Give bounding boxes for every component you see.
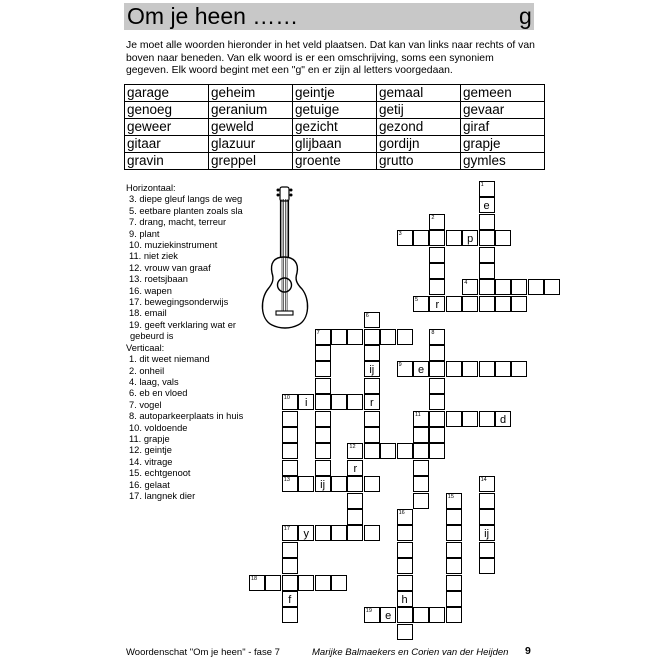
crossword-cell[interactable]: [495, 296, 511, 312]
crossword-cell[interactable]: [397, 591, 413, 607]
page-number: 9: [525, 645, 531, 657]
crossword-cell[interactable]: [282, 558, 298, 574]
crossword-cell[interactable]: [331, 575, 347, 591]
crossword-cell[interactable]: [347, 476, 363, 492]
horizontal-clue: 17. bewegingsonderwijs: [129, 297, 229, 308]
clue-number: 1: [480, 182, 484, 188]
crossword-cell[interactable]: [479, 279, 495, 295]
crossword-cell[interactable]: [413, 443, 429, 459]
crossword-cell[interactable]: [479, 509, 495, 525]
word-cell: grutto: [377, 153, 461, 170]
given-letter: i: [304, 397, 308, 410]
crossword-cell[interactable]: [429, 345, 445, 361]
crossword-cell[interactable]: [511, 361, 527, 377]
crossword-cell[interactable]: [282, 476, 298, 492]
crossword-cell[interactable]: [364, 361, 380, 377]
crossword-cell[interactable]: [397, 509, 413, 525]
word-cell: greppel: [209, 153, 293, 170]
crossword-cell[interactable]: [397, 361, 413, 377]
crossword-cell[interactable]: [413, 493, 429, 509]
crossword-cell[interactable]: [462, 230, 478, 246]
vertical-clue: 1. dit weet niemand: [129, 354, 210, 365]
word-cell: getuige: [293, 102, 377, 119]
word-cell: gordijn: [377, 136, 461, 153]
crossword-cell[interactable]: [479, 263, 495, 279]
instructions: Je moet alle woorden hieronder in het veld plaatsen. Dat kan van links naar rechts of van boven naar beneden. Van elk woord is er een omschrijving, soms een synoniem gegeven. Elk woord begint met een "g" en er zijn al letters voorgedaan.: [126, 40, 535, 77]
footer-left: Woordenschat "Om je heen" - fase 7: [126, 647, 280, 658]
crossword-cell[interactable]: [282, 411, 298, 427]
crossword-cell[interactable]: [364, 378, 380, 394]
crossword-cell[interactable]: [479, 493, 495, 509]
crossword-cell[interactable]: [429, 361, 445, 377]
word-cell: geweld: [209, 119, 293, 136]
word-cell: geintje: [293, 85, 377, 102]
vertical-clue: 7. vogel: [129, 399, 162, 410]
crossword-cell[interactable]: [429, 427, 445, 443]
clue-number: 8: [431, 329, 435, 336]
crossword-cell[interactable]: [429, 296, 445, 312]
clue-number: 7: [316, 329, 320, 336]
clue-number: 2: [431, 214, 435, 221]
crossword-cell[interactable]: [331, 525, 347, 541]
crossword-cell[interactable]: [249, 575, 265, 591]
crossword-cell[interactable]: [315, 427, 331, 443]
crossword-cell[interactable]: [364, 312, 380, 328]
crossword-cell[interactable]: [315, 411, 331, 427]
horizontal-clue: 18. email: [129, 308, 167, 319]
crossword-cell[interactable]: [446, 493, 462, 509]
crossword-cell[interactable]: [315, 378, 331, 394]
crossword-cell[interactable]: [298, 476, 314, 492]
crossword-cell[interactable]: [413, 460, 429, 476]
horizontal-clue: 19. geeft verklaring wat er gebeurd is: [129, 319, 236, 342]
clue-number: 17: [283, 526, 290, 533]
word-cell: grapje: [461, 136, 545, 153]
word-cell: geweer: [125, 119, 209, 136]
vertical-clue: 16. gelaat: [129, 479, 170, 490]
crossword-cell[interactable]: [331, 476, 347, 492]
horizontal-clue: 10. muziekinstrument: [129, 240, 218, 251]
word-cell: gemaal: [377, 85, 461, 102]
crossword-cell[interactable]: [429, 607, 445, 623]
crossword-cell[interactable]: [429, 443, 445, 459]
crossword-cell[interactable]: [315, 476, 331, 492]
word-cell: getij: [377, 102, 461, 119]
given-letter: y: [303, 528, 309, 541]
crossword-cell[interactable]: [446, 411, 462, 427]
crossword-cell[interactable]: [397, 624, 413, 640]
crossword-cell[interactable]: [298, 525, 314, 541]
crossword-cell[interactable]: [479, 247, 495, 263]
crossword-cell[interactable]: [315, 460, 331, 476]
horizontal-clue: 9. plant: [129, 228, 160, 239]
crossword-cell[interactable]: [413, 230, 429, 246]
crossword-cell[interactable]: [298, 394, 314, 410]
crossword-cell[interactable]: [479, 476, 495, 492]
crossword-cell[interactable]: [495, 279, 511, 295]
crossword-cell[interactable]: [331, 394, 347, 410]
crossword-cell[interactable]: [462, 361, 478, 377]
crossword-cell[interactable]: [495, 411, 511, 427]
crossword-cell[interactable]: [282, 443, 298, 459]
clue-number: 16: [398, 510, 405, 516]
crossword-cell[interactable]: [315, 443, 331, 459]
crossword-cell[interactable]: [282, 607, 298, 623]
crossword-cell[interactable]: [429, 329, 445, 345]
crossword-cell[interactable]: [364, 427, 380, 443]
given-letter: r: [435, 298, 440, 311]
vertical-clue: 6. eb en vloed: [129, 388, 188, 399]
crossword-cell[interactable]: [413, 411, 429, 427]
word-cell: gevaar: [461, 102, 545, 119]
crossword-cell[interactable]: [479, 181, 495, 197]
vertical-clue: 8. autoparkeerplaats in huis: [129, 411, 244, 422]
vertical-clue: 15. echtgenoot: [129, 468, 191, 479]
crossword-cell[interactable]: [364, 329, 380, 345]
clue-number: 19: [365, 608, 372, 615]
crossword-cell[interactable]: [315, 361, 331, 377]
crossword-cell[interactable]: [429, 394, 445, 410]
vertical-clue: 11. grapje: [129, 433, 170, 444]
crossword-cell[interactable]: [446, 509, 462, 525]
given-letter: ij: [320, 479, 326, 492]
crossword-cell[interactable]: [479, 361, 495, 377]
vertical-clue: 17. langnek dier: [129, 490, 196, 501]
crossword-cell[interactable]: [364, 411, 380, 427]
clue-number: 14: [480, 477, 487, 484]
crossword-cell[interactable]: [479, 296, 495, 312]
given-letter: ij: [369, 364, 375, 377]
clue-number: 10: [283, 395, 290, 402]
crossword-cell[interactable]: [413, 476, 429, 492]
given-letter: r: [353, 462, 358, 475]
crossword-cell[interactable]: [479, 411, 495, 427]
crossword-cell[interactable]: [397, 525, 413, 541]
crossword-cell[interactable]: [446, 542, 462, 558]
vertical-clue: 12. geintje: [129, 445, 172, 456]
given-letter: e: [483, 200, 490, 213]
vertical-clue: 4. laag, vals: [129, 376, 179, 387]
word-cell: gitaar: [125, 136, 209, 153]
crossword-cell[interactable]: [479, 542, 495, 558]
crossword-cell[interactable]: [462, 411, 478, 427]
crossword-cell[interactable]: [446, 591, 462, 607]
crossword-cell[interactable]: [397, 607, 413, 623]
crossword-cell[interactable]: [446, 558, 462, 574]
clue-number: 15: [447, 493, 454, 500]
word-cell: groente: [293, 153, 377, 170]
word-cell: geranium: [209, 102, 293, 119]
word-cell: gymles: [461, 153, 545, 170]
crossword-cell[interactable]: [282, 591, 298, 607]
clue-number: 4: [464, 280, 468, 287]
crossword-cell[interactable]: [446, 575, 462, 591]
crossword-cell[interactable]: [413, 296, 429, 312]
crossword-cell[interactable]: [429, 263, 445, 279]
crossword-cell[interactable]: [364, 525, 380, 541]
crossword-cell[interactable]: [429, 378, 445, 394]
word-cell: giraf: [461, 119, 545, 136]
clue-number: 5: [415, 296, 419, 303]
title-letter: g: [519, 3, 532, 29]
word-cell: garage: [125, 85, 209, 102]
clue-number: 3: [398, 231, 402, 238]
crossword-cell[interactable]: [479, 197, 495, 213]
crossword-cell[interactable]: [315, 525, 331, 541]
word-cell: glijbaan: [293, 136, 377, 153]
crossword-cell[interactable]: [315, 575, 331, 591]
horizontal-clue: 5. eetbare planten zoals sla: [129, 205, 243, 216]
crossword-cell[interactable]: [364, 607, 380, 623]
crossword-cell[interactable]: [315, 329, 331, 345]
crossword-cell[interactable]: [315, 394, 331, 410]
crossword-cell[interactable]: [380, 329, 396, 345]
crossword-cell[interactable]: [347, 509, 363, 525]
word-cell: glazuur: [209, 136, 293, 153]
crossword-cell[interactable]: [397, 558, 413, 574]
vertical-clue: 10. voldoende: [129, 422, 188, 433]
crossword-cell[interactable]: [528, 279, 544, 295]
crossword-cell[interactable]: [446, 230, 462, 246]
clue-number: 18: [251, 575, 258, 582]
crossword-cell[interactable]: [265, 575, 281, 591]
crossword-cell[interactable]: [282, 427, 298, 443]
crossword-cell[interactable]: [511, 279, 527, 295]
crossword-cell[interactable]: [544, 279, 560, 295]
crossword-cell[interactable]: [380, 607, 396, 623]
crossword-cell[interactable]: [495, 230, 511, 246]
horizontal-clue: 16. wapen: [129, 285, 172, 296]
horizontal-clue: 12. vrouw van graaf: [129, 262, 211, 273]
crossword-cell[interactable]: [429, 279, 445, 295]
crossword-cell[interactable]: [397, 329, 413, 345]
crossword-cell[interactable]: [364, 476, 380, 492]
crossword-cell[interactable]: [479, 230, 495, 246]
clue-number: 13: [283, 477, 290, 484]
crossword-cell[interactable]: [397, 443, 413, 459]
crossword-cell[interactable]: [462, 279, 478, 295]
given-letter: e: [385, 610, 392, 623]
vertical-clue: 2. onheil: [129, 365, 165, 376]
word-cell: genoeg: [125, 102, 209, 119]
crossword-cell[interactable]: [413, 427, 429, 443]
given-letter: d: [499, 413, 507, 426]
given-letter: e: [417, 364, 425, 377]
crossword-cell[interactable]: [364, 394, 380, 410]
word-cell: geheim: [209, 85, 293, 102]
crossword-cell[interactable]: [282, 525, 298, 541]
horizontal-clue: 3. diepe gleuf langs de weg: [129, 194, 243, 205]
crossword-cell[interactable]: [364, 345, 380, 361]
crossword-cell[interactable]: [347, 493, 363, 509]
crossword-cell[interactable]: [380, 443, 396, 459]
crossword-cell[interactable]: [413, 361, 429, 377]
word-cell: gemeen: [461, 85, 545, 102]
crossword-cell[interactable]: [298, 575, 314, 591]
given-letter: p: [467, 233, 474, 246]
crossword-cell[interactable]: [479, 558, 495, 574]
horizontal-clue: 7. drang, macht, terreur: [129, 217, 227, 228]
crossword-cell[interactable]: [282, 460, 298, 476]
crossword-cell[interactable]: [282, 575, 298, 591]
clue-number: 12: [349, 444, 356, 451]
crossword-cell[interactable]: [397, 230, 413, 246]
footer-authors: Marijke Balmaekers en Corien van der Heijden: [312, 647, 509, 658]
clue-number: 11: [415, 411, 421, 418]
crossword-cell[interactable]: [511, 296, 527, 312]
vertical-heading: Verticaal:: [126, 342, 165, 353]
crossword-cell[interactable]: [347, 329, 363, 345]
crossword-cell[interactable]: [429, 230, 445, 246]
crossword-cell[interactable]: [429, 411, 445, 427]
crossword-cell[interactable]: [429, 247, 445, 263]
crossword-cell[interactable]: [347, 443, 363, 459]
crossword-cell[interactable]: [479, 214, 495, 230]
crossword-cell[interactable]: [364, 443, 380, 459]
word-cell: gezicht: [293, 119, 377, 136]
given-letter: r: [369, 397, 374, 410]
crossword-cell[interactable]: [331, 329, 347, 345]
crossword-cell[interactable]: [413, 607, 429, 623]
crossword-cell[interactable]: [347, 394, 363, 410]
given-letter: h: [401, 594, 408, 606]
given-letter: f: [288, 594, 292, 606]
word-cell: gravin: [125, 153, 209, 170]
crossword-cell[interactable]: [495, 361, 511, 377]
crossword-cell[interactable]: [282, 394, 298, 410]
crossword-cell[interactable]: [347, 460, 363, 476]
word-cell: gezond: [377, 119, 461, 136]
crossword-cell[interactable]: [462, 296, 478, 312]
crossword-cell[interactable]: [429, 214, 445, 230]
crossword-cell[interactable]: [397, 542, 413, 558]
crossword-cell[interactable]: [397, 575, 413, 591]
horizontal-clue: 13. roetsjbaan: [129, 274, 188, 285]
crossword-cell[interactable]: [446, 296, 462, 312]
crossword-cell[interactable]: [315, 345, 331, 361]
crossword-cell[interactable]: [347, 525, 363, 541]
crossword-cell[interactable]: [446, 525, 462, 541]
crossword-cell[interactable]: [282, 542, 298, 558]
crossword-cell[interactable]: [446, 361, 462, 377]
clue-number: 9: [398, 362, 402, 369]
crossword-cell[interactable]: [479, 525, 495, 541]
page-title: Om je heen ……: [127, 3, 299, 29]
horizontal-heading: Horizontaal:: [126, 183, 176, 193]
horizontal-clue: 11. niet ziek: [129, 251, 178, 262]
crossword-cell[interactable]: [446, 607, 462, 623]
vertical-clue: 14. vitrage: [129, 456, 173, 467]
given-letter: ij: [484, 528, 490, 541]
clue-number: 6: [365, 313, 369, 320]
